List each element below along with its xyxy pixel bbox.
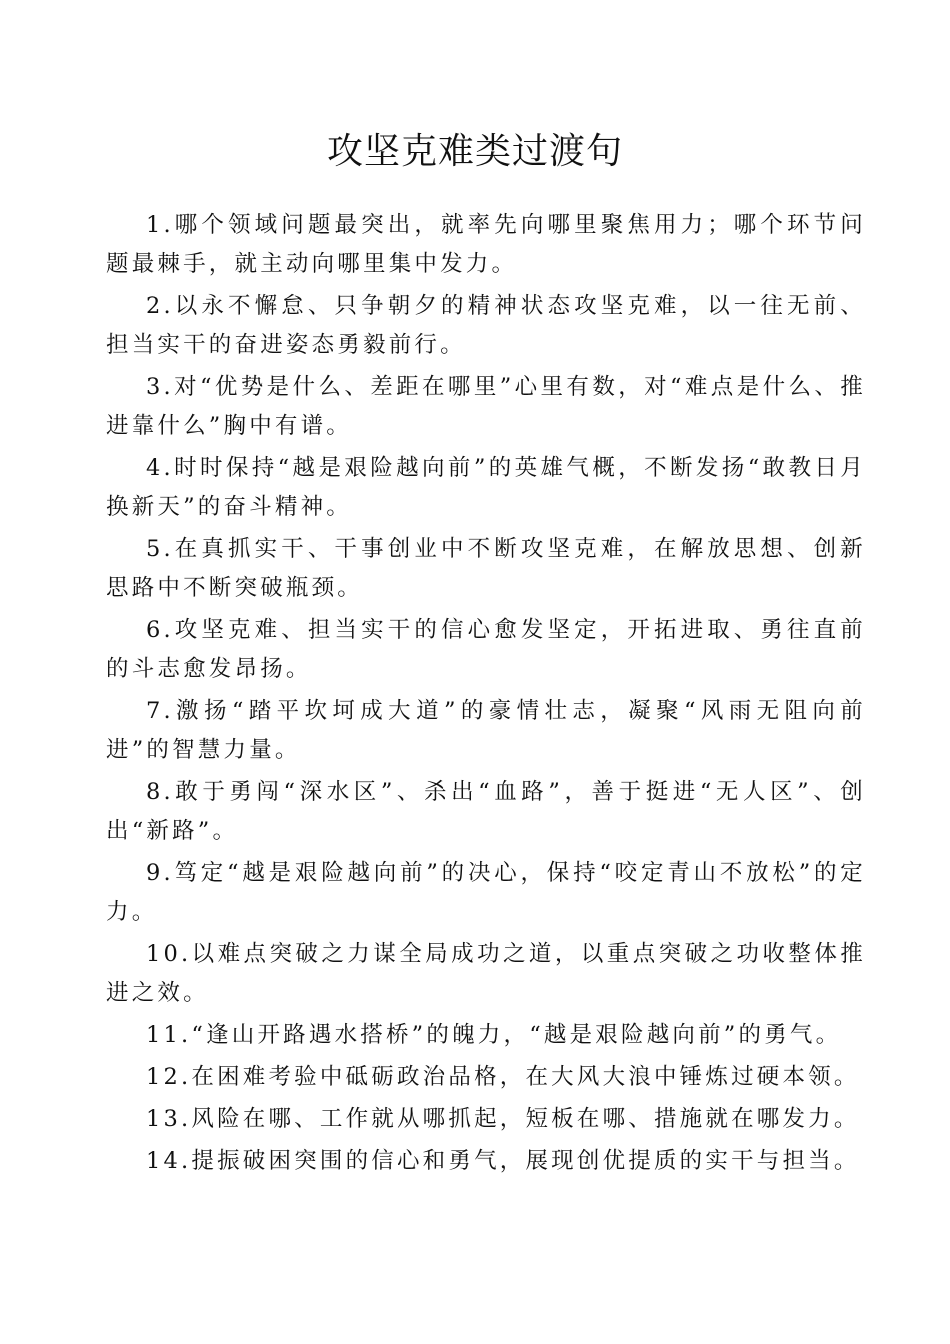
list-item: 2.以永不懈怠、只争朝夕的精神状态攻坚克难，以一往无前、担当实干的奋进姿态勇毅前行。 xyxy=(106,293,866,358)
list-item: 7.激扬“踏平坎坷成大道”的豪情壮志，凝聚“风雨无阻向前进”的智慧力量。 xyxy=(106,698,866,763)
list-item: 9.笃定“越是艰险越向前”的决心，保持“咬定青山不放松”的定力。 xyxy=(106,860,866,925)
document-title: 攻坚克难类过渡句 xyxy=(326,131,623,172)
list-item: 6.攻坚克难、担当实干的信心愈发坚定，开拓进取、勇往直前的斗志愈发昂扬。 xyxy=(106,617,866,682)
list-item: 10.以难点突破之力谋全局成功之道，以重点突破之功收整体推进之效。 xyxy=(106,941,866,1006)
list-item: 12.在困难考验中砥砺政治品格，在大风大浪中锤炼过硬本领。 xyxy=(146,1064,860,1090)
sentence-list xyxy=(106,206,866,1184)
list-item: 13.风险在哪、工作就从哪抓起，短板在哪、措施就在哪发力。 xyxy=(146,1106,860,1132)
list-item: 5.在真抓实干、干事创业中不断攻坚克难，在解放思想、创新思路中不断突破瓶颈。 xyxy=(106,536,866,601)
list-item: 14.提振破困突围的信心和勇气，展现创优提质的实干与担当。 xyxy=(146,1148,860,1174)
list-item: 8.敢于勇闯“深水区”、杀出“血路”，善于挺进“无人区”、创出“新路”。 xyxy=(106,779,866,844)
list-item: 4.时时保持“越是艰险越向前”的英雄气概，不断发扬“敢教日月换新天”的奋斗精神。 xyxy=(106,455,866,520)
list-item: 11.“逢山开路遇水搭桥”的魄力，“越是艰险越向前”的勇气。 xyxy=(146,1022,842,1048)
list-item: 1.哪个领域问题最突出，就率先向哪里聚焦用力；哪个环节问题最棘手，就主动向哪里集中发力。 xyxy=(106,212,866,277)
list-item: 3.对“优势是什么、差距在哪里”心里有数，对“难点是什么、推进靠什么”胸中有谱。 xyxy=(106,374,866,439)
